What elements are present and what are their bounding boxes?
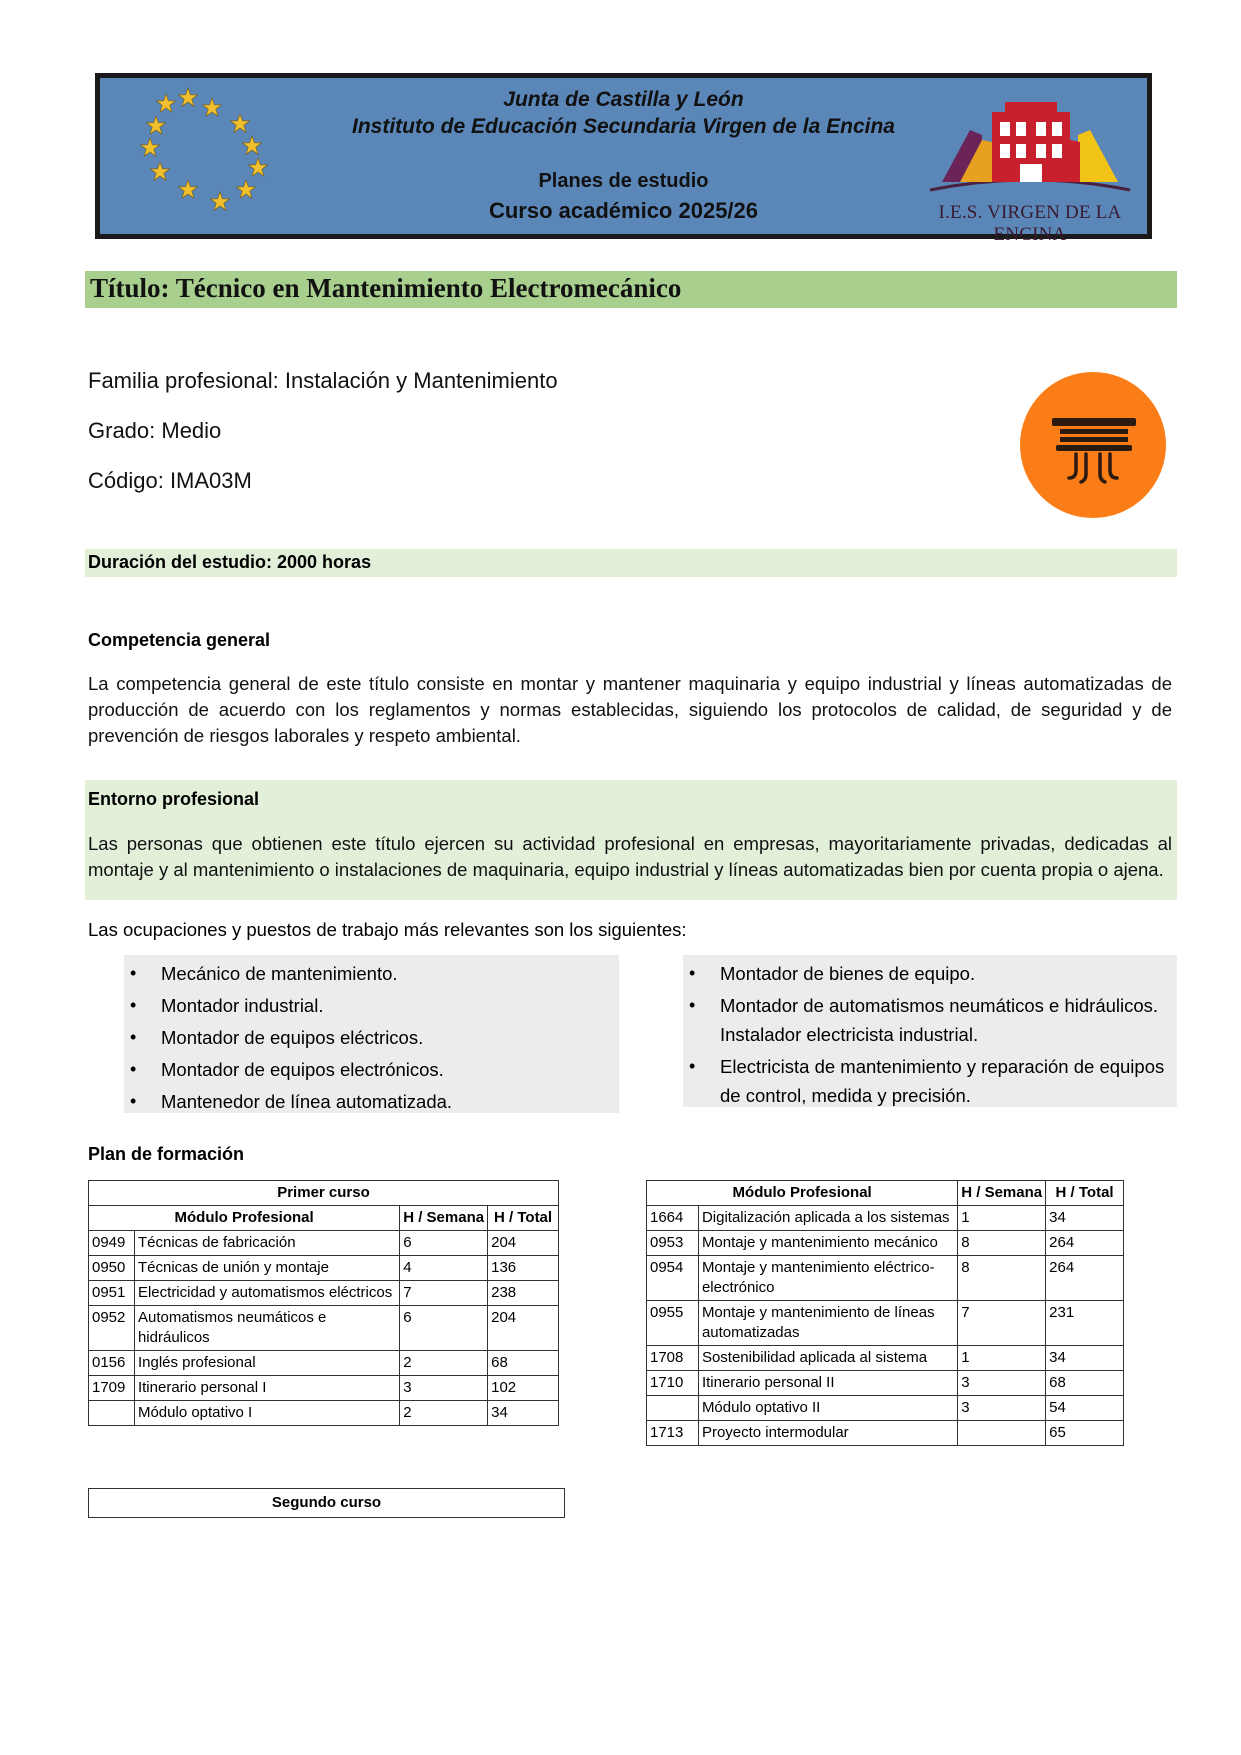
hours-week: 7 [400,1281,488,1306]
module-name: Montaje y mantenimiento eléctrico-electrónico [698,1256,957,1301]
module-code: 0954 [647,1256,699,1301]
list-item: • Montador industrial. [124,990,619,1022]
duration-text: Duración del estudio: 2000 horas [88,552,372,572]
hours-week: 6 [400,1231,488,1256]
primer-curso-table [88,1180,559,1426]
list-item: • Mantenedor de línea automatizada. [124,1086,619,1118]
hours-week: 3 [958,1371,1046,1396]
entorno-heading: Entorno profesional [88,789,259,809]
ocupaciones-intro: Las ocupaciones y puestos de trabajo más relevantes son los siguientes: [88,919,687,940]
module-name: Itinerario personal II [698,1371,957,1396]
table-row [647,1301,1124,1346]
col-modulo-header: Módulo Profesional [89,1206,400,1231]
hours-total: 204 [488,1231,559,1256]
segundo-curso-table [646,1180,1124,1446]
module-name: Montaje y mantenimiento de líneas automatizadas [698,1301,957,1346]
hours-week: 3 [400,1376,488,1401]
hours-week: 8 [958,1231,1046,1256]
school-logo-text: I.E.S. VIRGEN DE LA ENCINA [938,202,1122,245]
header-banner [95,73,1152,245]
hours-week: 2 [400,1351,488,1376]
table-row [89,1256,559,1281]
competencia-heading: Competencia general [88,630,271,650]
hours-total: 102 [488,1376,559,1401]
col-semana-header: H / Semana [958,1181,1046,1206]
title-bar [85,271,1177,308]
module-code [89,1401,135,1426]
table-row [647,1231,1124,1256]
module-code: 1710 [647,1371,699,1396]
module-name: Electricidad y automatismos eléctricos [134,1281,399,1306]
module-code: 0949 [89,1231,135,1256]
hours-week: 3 [958,1396,1046,1421]
hours-total: 231 [1046,1301,1124,1346]
hours-week: 8 [958,1256,1046,1301]
table-row [647,1396,1124,1421]
school-logo [920,90,1140,245]
module-code: 1708 [647,1346,699,1371]
header-instituto: Instituto de Educación Secundaria Virgen de la Encina [351,115,895,138]
module-code: 1664 [647,1206,699,1231]
hours-week: 7 [958,1301,1046,1346]
module-name: Montaje y mantenimiento mecánico [698,1231,957,1256]
hours-total: 238 [488,1281,559,1306]
header-junta: Junta de Castilla y León [503,88,744,111]
grado: Grado: Medio [88,418,222,443]
hours-total: 136 [488,1256,559,1281]
module-name: Técnicas de unión y montaje [134,1256,399,1281]
module-name: Itinerario personal I [134,1376,399,1401]
list-item: • Montador de equipos eléctricos. [124,1022,619,1054]
hours-total: 204 [488,1306,559,1351]
module-code: 0955 [647,1301,699,1346]
list-item: • Montador de equipos electrónicos. [124,1054,619,1086]
school-building-icon [920,90,1140,200]
header-curso: Curso académico 2025/26 [488,198,759,223]
module-code: 0953 [647,1231,699,1256]
hours-total: 34 [488,1401,559,1426]
module-name: Sostenibilidad aplicada al sistema [698,1346,957,1371]
segundo-curso-header: Segundo curso [88,1488,565,1518]
primer-curso-header: Primer curso [89,1181,559,1206]
list-item: • Electricista de mantenimiento y reparación de equipos de control, medida y precisión. [683,1051,1171,1112]
col-semana-header: H / Semana [400,1206,488,1231]
table-row [89,1376,559,1401]
module-code: 0156 [89,1351,135,1376]
table-row [89,1351,559,1376]
module-code: 0952 [89,1306,135,1351]
duration-bar [85,549,1177,577]
hours-total: 68 [1046,1371,1124,1396]
hours-week: 1 [958,1206,1046,1231]
page-title: Título: Técnico en Mantenimiento Electromecánico [90,273,682,303]
ocupaciones-right [683,955,1177,1107]
module-name: Proyecto intermodular [698,1421,957,1446]
hours-total: 34 [1046,1346,1124,1371]
table-row [89,1281,559,1306]
hours-total: 54 [1046,1396,1124,1421]
air-conditioner-icon [1020,372,1166,518]
module-code: 0951 [89,1281,135,1306]
module-name: Módulo optativo II [698,1396,957,1421]
hours-week: 4 [400,1256,488,1281]
hours-total: 264 [1046,1256,1124,1301]
module-name: Inglés profesional [134,1351,399,1376]
col-modulo-header: Módulo Profesional [647,1181,958,1206]
list-item: • Montador de bienes de equipo. [683,958,1171,990]
plan-heading: Plan de formación [88,1144,245,1164]
table-row [647,1421,1124,1446]
module-name: Técnicas de fabricación [134,1231,399,1256]
module-code: 1709 [89,1376,135,1401]
col-total-header: H / Total [1046,1181,1124,1206]
hours-total: 34 [1046,1206,1124,1231]
ocupaciones-left [124,955,619,1113]
list-item: • Mecánico de mantenimiento. [124,958,619,990]
hours-week: 1 [958,1346,1046,1371]
table-row [647,1206,1124,1231]
hours-total: 65 [1046,1421,1124,1446]
table-row [647,1371,1124,1396]
module-code: 0950 [89,1256,135,1281]
codigo: Código: IMA03M [88,468,252,493]
entorno-text: Las personas que obtienen este título ejercen su actividad profesional en empresas, mayoritariamente privadas, dedicadas al montaje y al mantenimiento o instalaciones de maquinaria, equipo industrial y líneas automatizadas bien por cuenta propia o ajena. [88,833,1172,880]
hours-total: 264 [1046,1231,1124,1256]
module-code [647,1396,699,1421]
list-item: • Montador de automatismos neumáticos e hidráulicos. Instalador electricista industrial. [683,990,1171,1051]
hours-week: 6 [400,1306,488,1351]
module-name: Digitalización aplicada a los sistemas [698,1206,957,1231]
table-row [89,1401,559,1426]
table-row [89,1306,559,1351]
table-row [89,1231,559,1256]
family-badge [1020,372,1166,518]
hours-week: 2 [400,1401,488,1426]
module-code: 1713 [647,1421,699,1446]
table-row [647,1346,1124,1371]
module-name: Automatismos neumáticos e hidráulicos [134,1306,399,1351]
hours-week [958,1421,1046,1446]
competencia-text: La competencia general de este título consiste en montar y mantener maquinaria y equipo industrial y líneas automatizadas de producción de acuerdo con los reglamentos y normas establecidas, siguiendo los protocolos de calidad, de seguridad y de prevención de riesgos laborales y respeto ambiental. [88,673,1172,746]
header-planes: Planes de estudio [538,170,709,192]
col-total-header: H / Total [488,1206,559,1231]
hours-total: 68 [488,1351,559,1376]
table-row [647,1256,1124,1301]
familia-profesional: Familia profesional: Instalación y Mantenimiento [88,368,558,393]
module-name: Módulo optativo I [134,1401,399,1426]
